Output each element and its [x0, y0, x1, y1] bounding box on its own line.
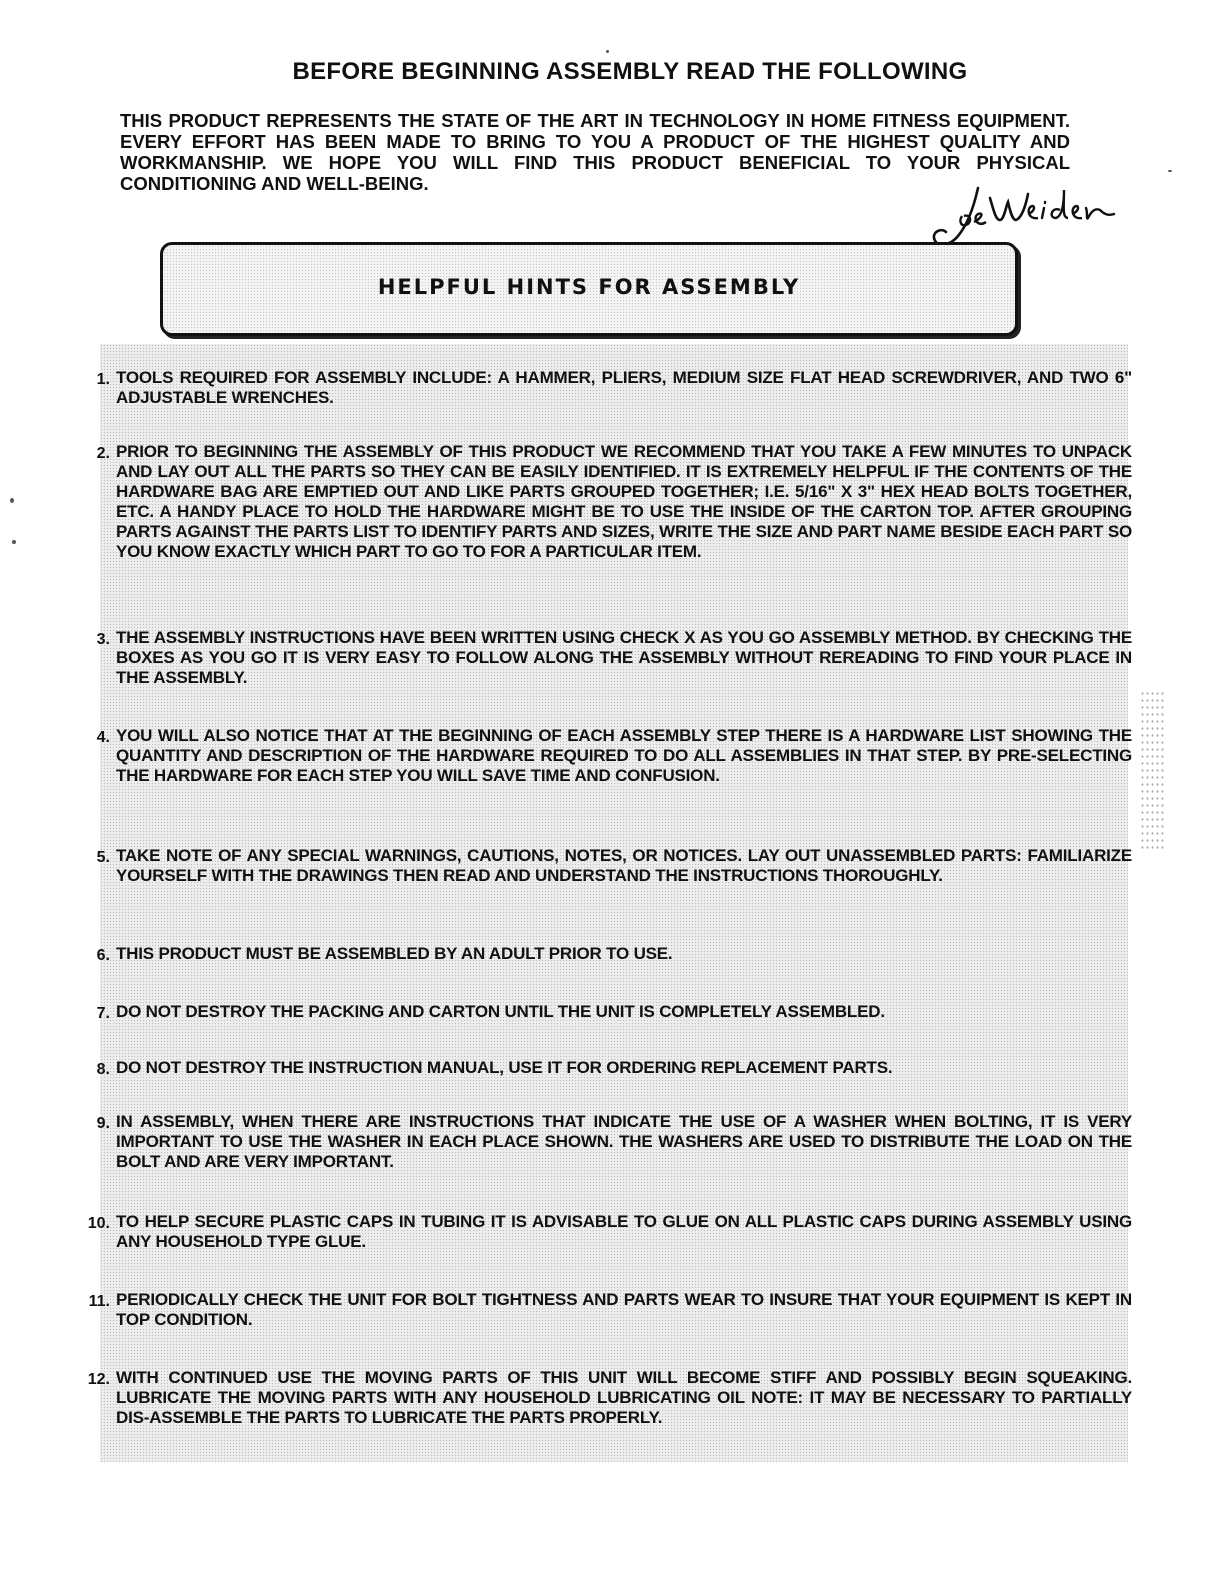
- hint-item: [80, 1058, 1132, 1080]
- hint-text: DO NOT DESTROY THE INSTRUCTION MANUAL, USE IT FOR ORDERING REPLACEMENT PARTS.: [116, 1058, 893, 1077]
- hint-text: YOU WILL ALSO NOTICE THAT AT THE BEGINNING OF EACH ASSEMBLY STEP THERE IS A HARDWARE LIST SHOWING THE QUANTITY AND DESCRIPTION OF THE HARDWARE REQUIRED TO DO ALL ASSEMBLIES IN THAT STEP. BY PRE-SELECTING THE HARDWARE FOR EACH STEP YOU WILL SAVE TIME AND CONFUSION.: [116, 726, 1132, 785]
- hint-item: [80, 726, 1132, 786]
- hint-number: 7.: [96, 1005, 110, 1022]
- hint-text: WITH CONTINUED USE THE MOVING PARTS OF THIS UNIT WILL BECOME STIFF AND POSSIBLY BEGIN SQUEAKING. LUBRICATE THE MOVING PARTS WITH ANY HOUSEHOLD LUBRICATING OIL NOTE: IT MAY BE NECESSARY TO PARTIALLY DIS-ASSEMBLE THE PARTS TO LUBRICATE THE PARTS PROPERLY.: [116, 1368, 1132, 1427]
- hint-item: [80, 1212, 1132, 1252]
- scan-speck: [12, 540, 16, 544]
- hint-item: [80, 846, 1132, 886]
- hint-number: 6.: [96, 947, 110, 964]
- hint-item: [80, 1290, 1132, 1330]
- intro-paragraph: THIS PRODUCT REPRESENTS THE STATE OF THE ART IN TECHNOLOGY IN HOME FITNESS EQUIPMENT. EVERY EFFORT HAS BEEN MADE TO BRING TO YOU A PRODUCT OF THE HIGHEST QUALITY AND WORKMANSHIP. WE HOPE YOU WILL FIND THIS PRODUCT BENEFICIAL TO YOUR PHYSICAL CONDITIONING AND WELL-BEING.: [120, 110, 1070, 194]
- hint-number: 4.: [96, 729, 110, 746]
- scan-speck: [10, 498, 14, 503]
- scan-speck: [1168, 170, 1172, 172]
- hint-item: [80, 1368, 1132, 1428]
- hint-number: 12.: [87, 1371, 110, 1388]
- page-title: BEFORE BEGINNING ASSEMBLY READ THE FOLLOWING: [292, 58, 968, 85]
- hint-text: PRIOR TO BEGINNING THE ASSEMBLY OF THIS PRODUCT WE RECOMMEND THAT YOU TAKE A FEW MINUTES TO UNPACK AND LAY OUT ALL THE PARTS SO THEY CAN BE EASILY IDENTIFIED. IT IS EXTREMELY HELPFUL IF THE CONTENTS OF THE HARDWARE BAG ARE EMPTIED OUT AND LIKE PARTS GROUPED TOGETHER; I.E. 5/16" X 3" HEX HEAD BOLTS TOGETHER, ETC. A HANDY PLACE TO HOLD THE HARDWARE MIGHT BE TO USE THE INSIDE OF THE CARTON TOP. AFTER GROUPING PARTS AGAINST THE PARTS LIST TO IDENTIFY PARTS AND SIZES, WRITE THE SIZE AND PART NAME BESIDE EACH PART SO YOU KNOW EXACTLY WHICH PART TO GO TO FOR A PARTICULAR ITEM.: [116, 442, 1132, 561]
- hints-heading-box: [160, 242, 1018, 336]
- hint-text: PERIODICALLY CHECK THE UNIT FOR BOLT TIGHTNESS AND PARTS WEAR TO INSURE THAT YOUR EQUIPMENT IS KEPT IN TOP CONDITION.: [116, 1290, 1132, 1329]
- hint-item: [80, 944, 1132, 966]
- hint-number: 5.: [96, 849, 110, 866]
- hint-text: THIS PRODUCT MUST BE ASSEMBLED BY AN ADULT PRIOR TO USE.: [116, 944, 673, 963]
- hint-number: 8.: [96, 1061, 110, 1078]
- hint-text: TAKE NOTE OF ANY SPECIAL WARNINGS, CAUTIONS, NOTES, OR NOTICES. LAY OUT UNASSEMBLED PARTS: FAMILIARIZE YOURSELF WITH THE DRAWINGS THEN READ AND UNDERSTAND THE INSTRUCTIONS THOROUGHLY.: [116, 846, 1132, 885]
- hint-number: 1.: [96, 371, 110, 388]
- hint-text: IN ASSEMBLY, WHEN THERE ARE INSTRUCTIONS THAT INDICATE THE USE OF A WASHER WHEN BOLTING, IT IS VERY IMPORTANT TO USE THE WASHER IN EACH PLACE SHOWN. THE WASHERS ARE USED TO DISTRIBUTE THE LOAD ON THE BOLT AND ARE VERY IMPORTANT.: [116, 1112, 1132, 1171]
- hint-item: [80, 442, 1132, 562]
- hint-text: TO HELP SECURE PLASTIC CAPS IN TUBING IT IS ADVISABLE TO GLUE ON ALL PLASTIC CAPS DURING ASSEMBLY USING ANY HOUSEHOLD TYPE GLUE.: [116, 1212, 1132, 1251]
- hint-number: 9.: [96, 1115, 110, 1132]
- hint-number: 11.: [88, 1293, 110, 1310]
- hint-text: THE ASSEMBLY INSTRUCTIONS HAVE BEEN WRITTEN USING CHECK X AS YOU GO ASSEMBLY METHOD. BY CHECKING THE BOXES AS YOU GO IT IS VERY EASY TO FOLLOW ALONG THE ASSEMBLY WITHOUT REREADING TO FIND YOUR PLACE IN THE ASSEMBLY.: [116, 628, 1132, 687]
- hint-text: TOOLS REQUIRED FOR ASSEMBLY INCLUDE: A HAMMER, PLIERS, MEDIUM SIZE FLAT HEAD SCREWDRIVER, AND TWO 6" ADJUSTABLE WRENCHES.: [116, 368, 1132, 407]
- hint-number: 3.: [96, 631, 110, 648]
- hint-number: 10.: [87, 1215, 110, 1232]
- hint-item: [80, 1002, 1132, 1024]
- hint-text: DO NOT DESTROY THE PACKING AND CARTON UNTIL THE UNIT IS COMPLETELY ASSEMBLED.: [116, 1002, 885, 1021]
- hint-number: 2.: [96, 445, 110, 462]
- hint-item: [80, 368, 1132, 408]
- scan-noise-mark: [1140, 690, 1166, 850]
- hints-heading: HELPFUL HINTS FOR ASSEMBLY: [377, 275, 801, 299]
- hint-item: [80, 1112, 1132, 1172]
- scan-speck: [606, 50, 609, 53]
- hint-item: [80, 628, 1132, 688]
